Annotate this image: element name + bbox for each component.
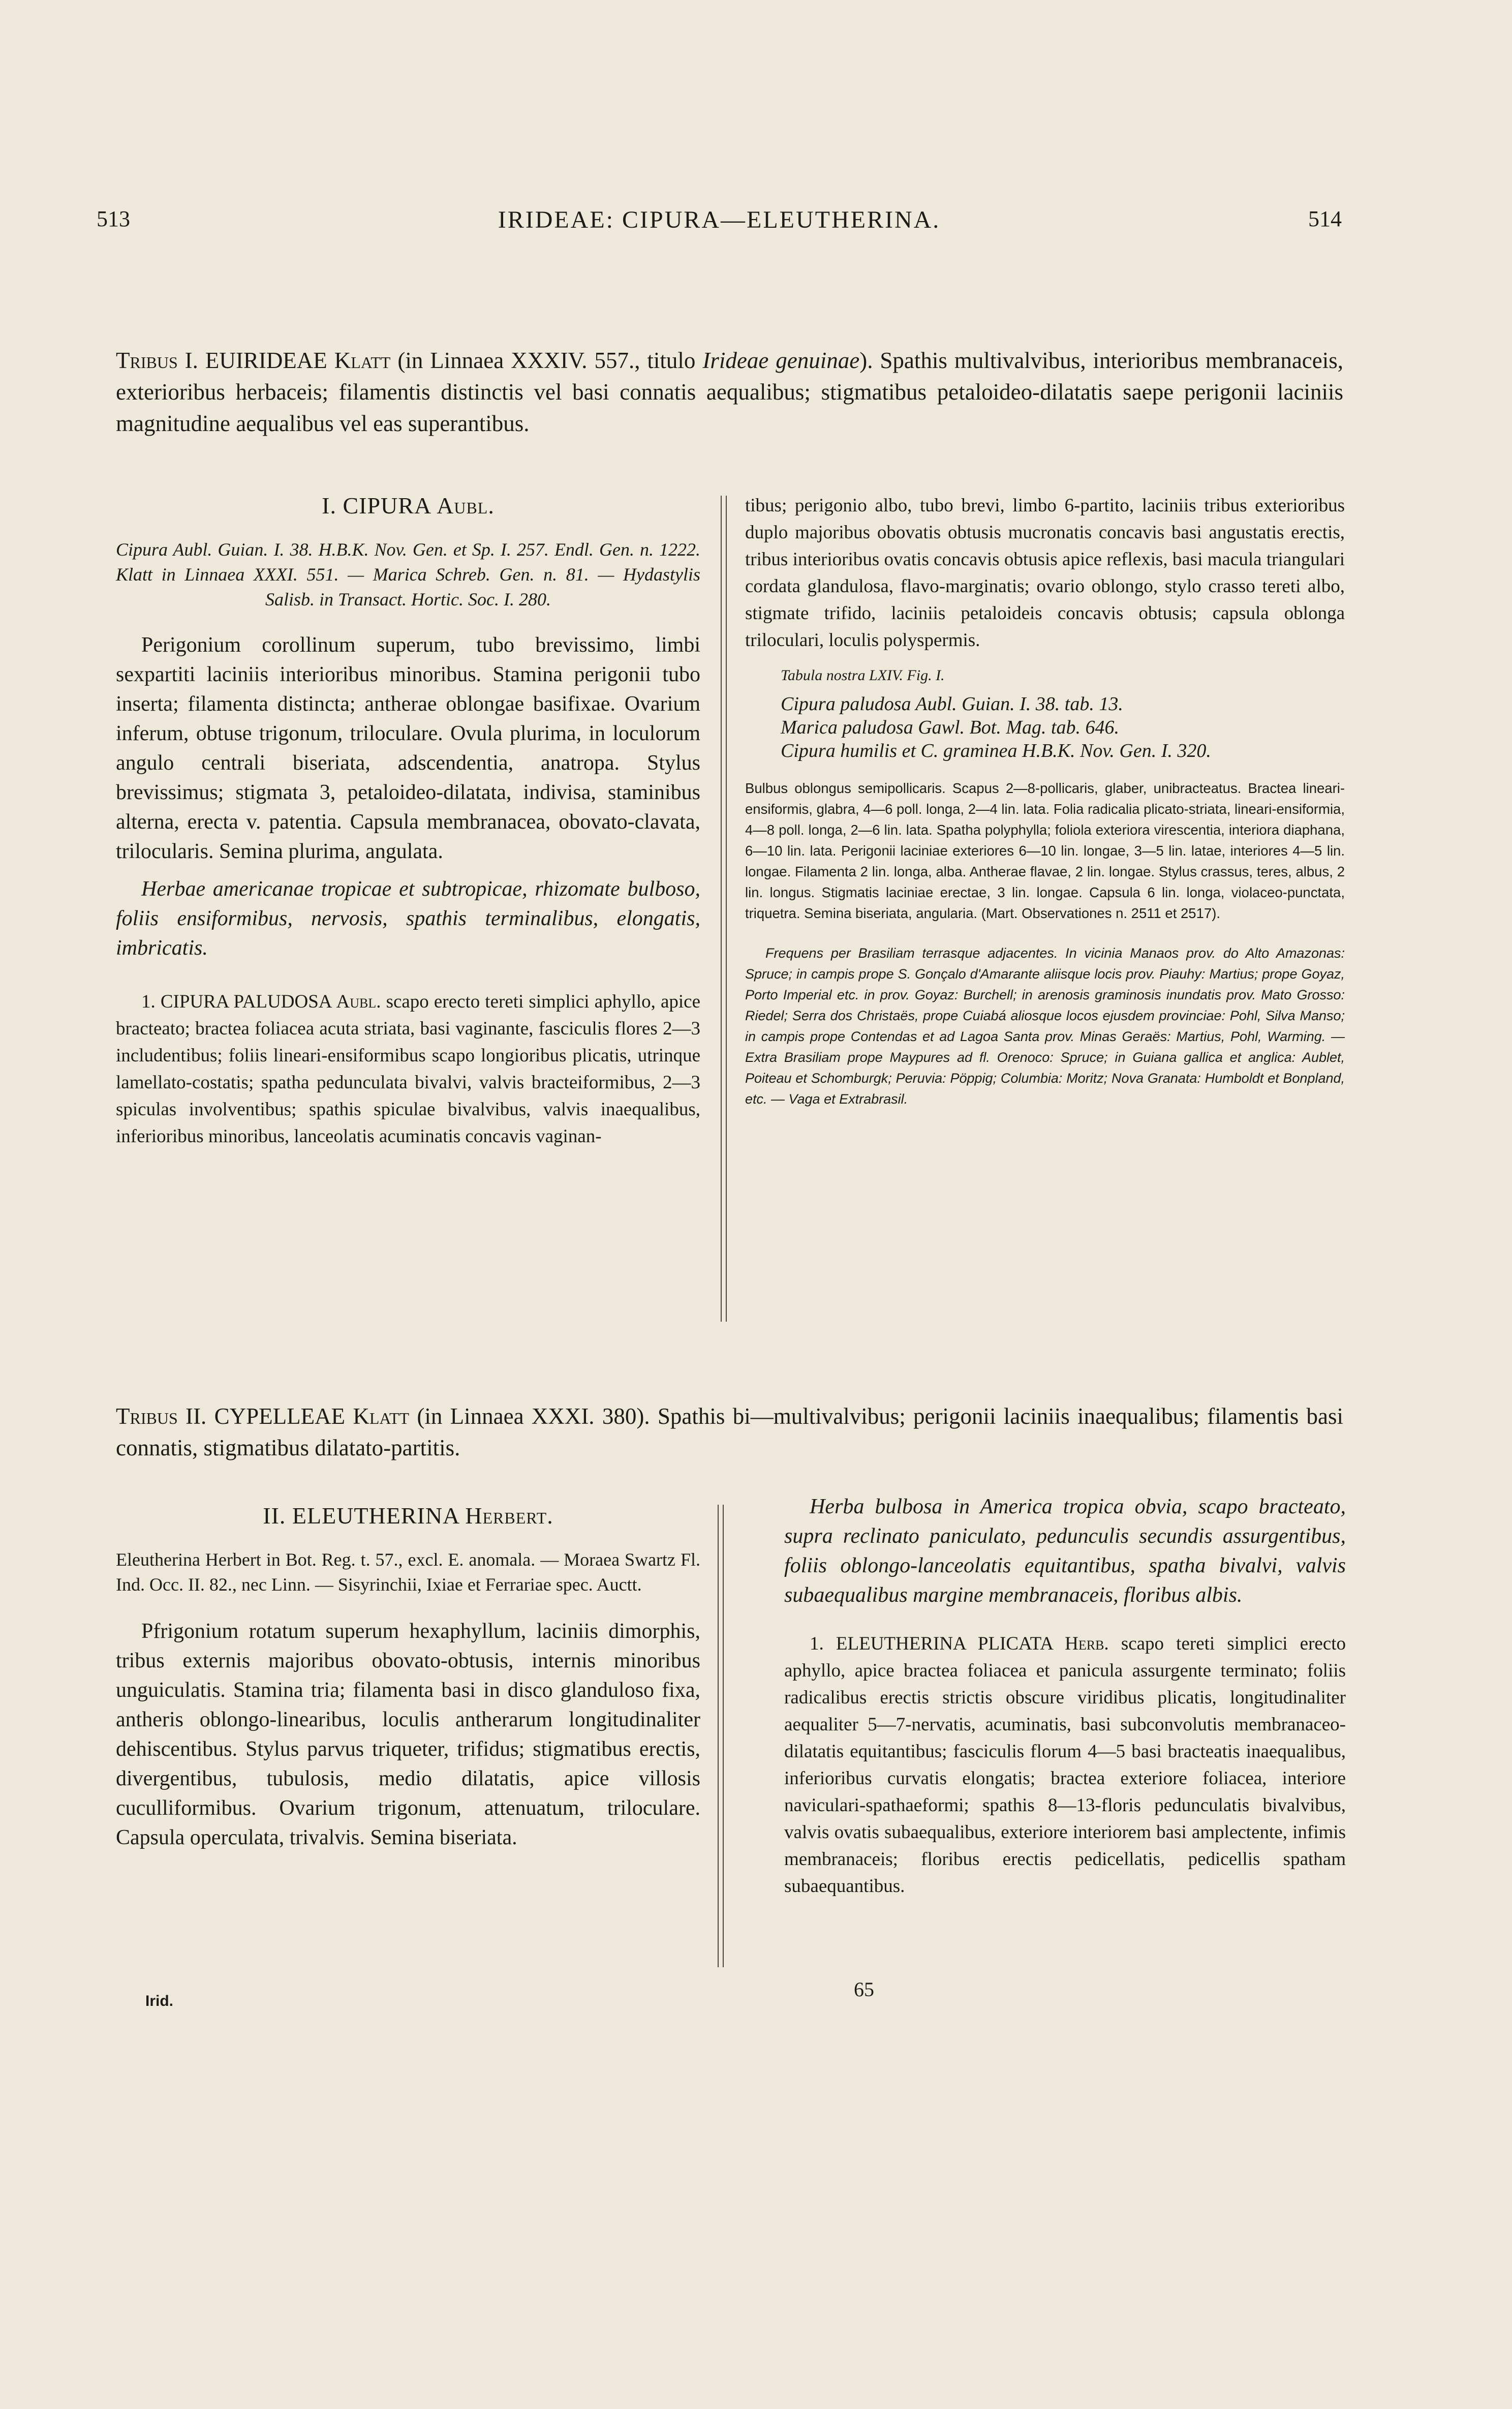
species-entry [116,988,700,1150]
species-author: Aubl. [336,991,381,1012]
species-entry [784,1630,1346,1900]
cipura-right-column [745,492,1345,1110]
species-number: 1. [810,1633,824,1654]
species-name: ELEUTHERINA PLICATA [836,1633,1053,1654]
signature-number: 65 [854,1978,874,2001]
genus-heading-eleutherina [116,1502,700,1529]
genus-synonymy: Cipura Aubl. Guian. I. 38. H.B.K. Nov. Gen. et Sp. I. 257. Endl. Gen. n. 1222. Klatt in Linnaea XXXI. 551. — Marica Schreb. Gen. n. 81. — Hydastylis Salisb. in Transact. Hortic. Soc. I. 280. [116,539,700,609]
running-title: IRIDEAE: CIPURA—ELEUTHERINA. [498,206,941,233]
tribe-reference-title: Irideae genuinae [702,348,860,373]
running-header [97,206,1342,241]
column-divider [721,496,727,1322]
genus-author: Aubl. [437,493,495,519]
species-diagnosis-continued: tibus; perigonio albo, tubo brevi, limbo 6-partito, laciniis tribus exterioribus duplo majoribus obovatis obtusis mucronatis concavis basi angustatis erectis, tribus interioribus ovatis concavis obtusis apice reflexis, basi macula triangulari cordata glandulosa, flavo-marginatis; ovario oblongo, stylo crasso tereti albo, stigmate trifido, laciniis petaloideis concavis obtusis; capsula oblonga triloculari, loculis polyspermis. [745,495,1345,651]
species-diagnosis: scapo erecto tereti simplici aphyllo, apice bracteato; bractea foliacea acuta striata, basi vaginante, fasciculis flores 2—3 includentibus; foliis lineari-ensiformibus scapo longioribus plicatis, utrinque lamellato-costatis; spatha pedunculata bivalvi, valvis bracteiformibus, 2—3 spiculas involventibus; spathis spiculae bivalvibus, valvis inaequalibus, inferioribus minoribus, lanceolatis acuminatis concavis vaginan- [116,991,700,1147]
genus-title: II. ELEUTHERINA [263,1503,459,1529]
genus-synonymy: Eleutherina Herbert in Bot. Reg. t. 57., excl. E. anomala. — Moraea Swartz Fl. Ind. Occ. II. 82., nec Linn. — Sisyrinchii, Ixiae et Ferrariae spec. Auctt. [116,1549,700,1595]
plate-reference: Tabula nostra LXIV. Fig. I. [781,667,945,684]
genus-description: Pfrigonium rotatum superum hexaphyllum, laciniis dimorphis, tribus externis majoribus obovato-obtusis, internis minoribus unguiculatis. Stamina tria; filamenta basi in disco glanduloso fixa, antheris oblongo-linearibus, loculis antherarum longitudinaliter dehiscentibus. Stylus parvus triqueter, trifidus; stigmatibus erectis, divergentibus, tubulosis, medio dilatatis, apice villosis cuculliformibus. Ovarium trigonum, attenuatum, triloculare. Capsula operculata, trivalvis. Semina biseriata. [116,1620,700,1849]
distribution-text: Frequens per Brasiliam terrasque adjacentes. In vicinia Manaos prov. do Alto Amazonas: Spruce; in campis prope S. Gonçalo d'Amarante aliisque locis prov. Piauhy: Martius; prope Goyaz, Porto Imperial etc. in prov. Goyaz: Burchell; in arenosis graminosis inundatis prov. Mato Grosso: Riedel; Serra dos Christaës, prope Cuiabá aliosque locos ejusdem provinciae: Pohl, Silva Manso; in campis prope Contendas et ad Lagoa Santa prov. Minas Geraës: Martius, Pohl, Warming. — Extra Brasiliam prope Maypures ad fl. Orenoco: Spruce; in Guiana gallica et anglica: Aublet, Poiteau et Schomburgk; Peruvia: Pöppig; Columbia: Moritz; Nova Granata: Humboldt et Bonpland, etc. — Vaga et Extrabrasil. [745,946,1345,1107]
citation: Marica paludosa Gawl. Bot. Mag. tab. 646. [781,717,1120,738]
page-number-right: 514 [1308,206,1342,231]
genus-title: I. CIPURA [322,493,430,519]
tribe-reference: (in Linnaea XXXIV. 557., titulo [397,348,696,373]
tribe-description: (in Linnaea XXXI. 380). Spathis bi—multivalvibus; perigonii laciniis inaequalibus; filamentis basi connatis, stigmatibus dilatato-partitis. [116,1404,1344,1460]
tribe-label: Tribus II. [116,1404,207,1429]
page-number-left: 513 [97,206,130,231]
detailed-description: Bulbus oblongus semipollicaris. Scapus 2—8-pollicaris, glaber, unibracteatus. Bractea lineari-ensiformis, glabra, 4—6 poll. longa, 2—4 lin. lata. Folia radicalia plicato-striata, lineari-ensiformia, 4—8 poll. longa, 2—6 lin. lata. Spatha polyphylla; foliola exteriora virescentia, interiora diaphana, 6—10 lin. lata. Perigonii laciniae exteriores 6—10 lin. longae, 3—5 lin. latae, interiores 4—5 lin. longae. Filamenta 2 lin. longa, alba. Antherae flavae, 2 lin. longae. Stylus crassus, teres, albus, 2 lin. longus. Stigmatis laciniae erectae, 3 lin. longae. Capsula 6 lin. longa, violaceo-punctata, triquetra. Semina biseriata, angularia. (Mart. Observationes n. 2511 et 2517). [745,780,1345,921]
genus-habit: Herba bulbosa in America tropica obvia, scapo bracteato, supra reclinato paniculato, pedunculis secundis assurgentibus, foliis oblongo-lanceolatis equitantibus, spatha bivalvi, valvis subaequalibus margine membranaceis, floribus albis. [784,1495,1346,1607]
species-diagnosis: scapo tereti simplici erecto aphyllo, apice bractea foliacea et panicula assurgente terminato; foliis radicalibus erectis strictis obscure viridibus plicatis, longitudinaliter aequaliter 5—7-nervatis, acuminatis, basi subconvolutis membranaceo-dilatatis equitantibus; fasciculis florum 4—5 basi bracteatis inaequalibus, inferioribus curvatis elongatis; bractea exteriore foliacea, interiore naviculari-spathaeformi; spathis 8—13-floris pedunculatis bivalvibus, valvis ovatis subaequalibus, exteriore interiorem basi amplectente, infimis membranaceis; floribus erectis pedicellatis, pedicellis spatham subaequantibus. [784,1633,1346,1897]
tribe-name: CYPELLEAE [214,1404,346,1429]
tribe-author: Klatt [353,1404,410,1429]
column-divider [718,1505,724,1967]
genus-author: Herbert. [465,1503,553,1529]
species-name: CIPURA PALUDOSA [160,991,331,1012]
eleutherina-right-column [784,1492,1346,1900]
genus-habit: Herbae americanae tropicae et subtropicae, rhizomate bulboso, foliis ensiformibus, nervosis, spathis terminalibus, elongatis, imbricatis. [116,877,700,960]
species-author: Herb. [1065,1633,1109,1654]
tribe-description: ). Spathis multivalvibus, interioribus membranaceis, exterioribus herbaceis; filamentis distinctis vel basi connatis aequalibus; stigmatibus petaloideo-dilatatis saepe perigonii laciniis magnitudine aequalibus vel eas superantibus. [116,348,1344,436]
tribe-two-paragraph [116,1400,1343,1463]
citation-list [781,692,1345,763]
genus-heading-cipura [116,492,700,519]
tribe-author: Klatt [334,348,391,373]
citation: Cipura paludosa Aubl. Guian. I. 38. tab. 13. [781,693,1123,715]
cipura-left-column [116,492,700,1150]
eleutherina-left-column [116,1502,700,1852]
tribe-label: Tribus I. [116,348,198,373]
tribe-name: EUIRIDEAE [205,348,327,373]
citation: Cipura humilis et C. graminea H.B.K. Nov. Gen. I. 320. [781,740,1211,761]
signature-label: Irid. [145,1993,174,2009]
genus-description: Perigonium corollinum superum, tubo brevissimo, limbi sexpartiti laciniis interioribus minoribus. Stamina perigonii tubo inserta; filamenta distincta; antherae oblongae basifixae. Ovarium inferum, obtuse trigonum, triloculare. Ovula plurima, in loculorum angulo centrali biseriata, adscendentia, anatropa. Stylus brevissimus; stigmata 3, petaloideo-dilatata, indivisa, staminibus alterna, erecta v. patentia. Capsula membranacea, obovato-clavata, trilocularis. Semina plurima, angulata. [116,633,700,863]
species-number: 1. [141,991,156,1012]
tribe-one-paragraph [116,345,1343,439]
